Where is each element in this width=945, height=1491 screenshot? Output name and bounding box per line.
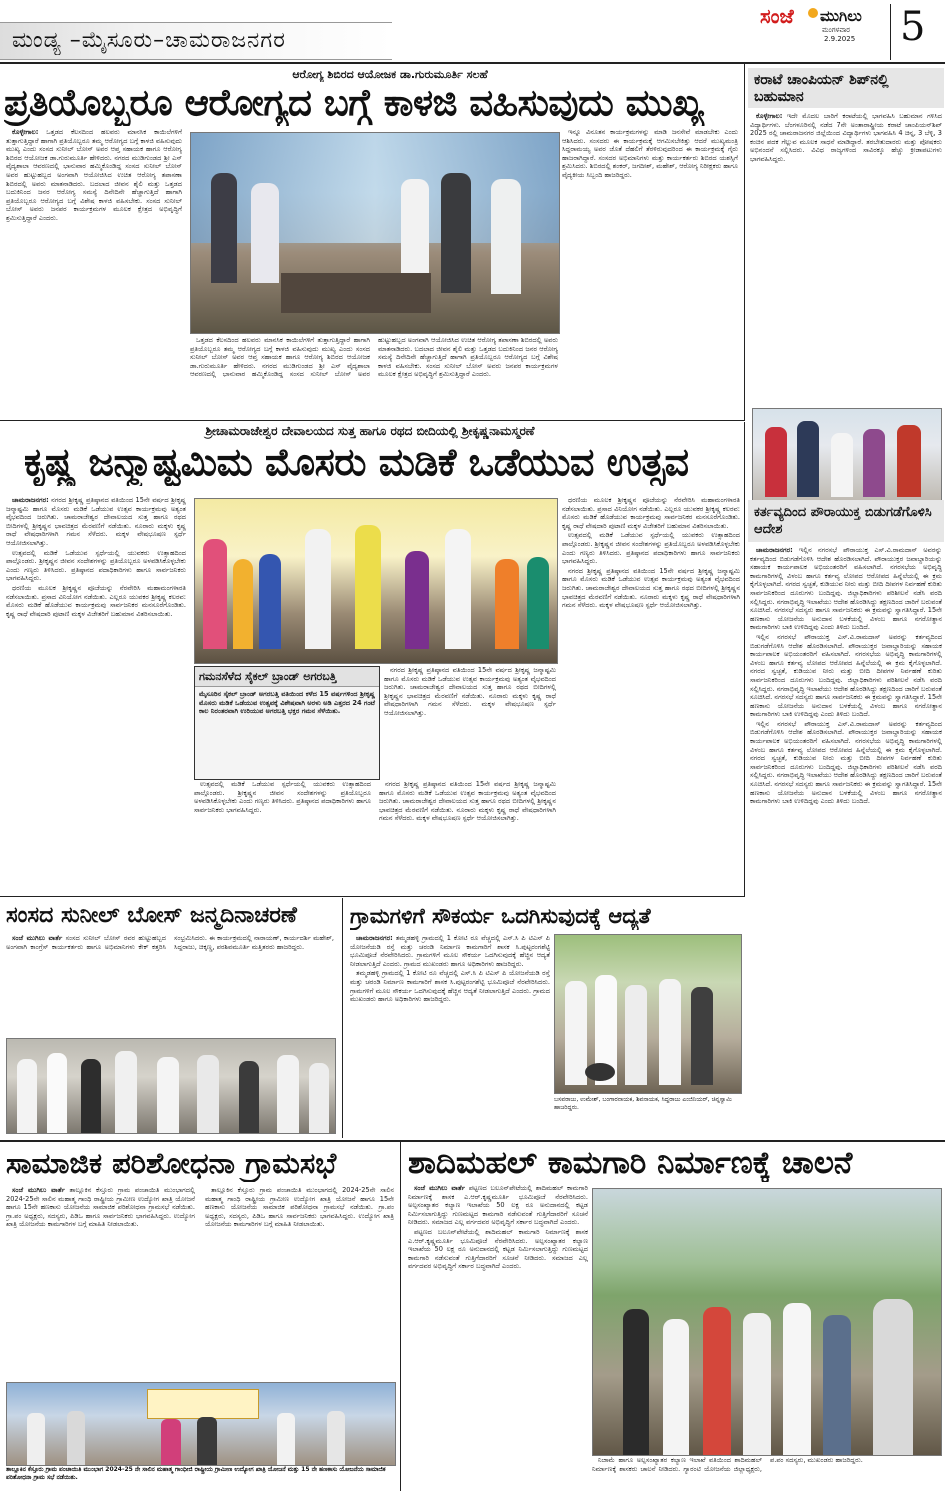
headline: ಸಾಮಾಜಿಕ ಪರಿಶೋಧನಾ ಗ್ರಾಮಸಭೆ <box>6 1146 337 1180</box>
kicker: ಶ್ರೀಚಾಮರಾಜೇಶ್ವರ ದೇವಾಲಯದ ಸುತ್ತ ಹಾಗೂ ರಥದ ಬೀದಿಯಲ್ಲಿ ಶ್ರೀಕೃಷ್ಣನಾಮಸ್ಮರಣೆ <box>205 424 535 438</box>
photo-caption: ತಾಲ್ಲೂಕಿನ ಕೆಸ್ತೂರು ಗ್ರಾಮ ಪಂಚಾಯಿತಿ ಮುಂಭಾಗ 2024-25 ನೇ ಸಾಲಿನ ಮಹಾತ್ಮ ಗಾಂಧೀಜಿ ರಾಷ್ಟ್ರೀಯ ಗ್ರಾಮೀಣ ಉದ್ಯೋಗ ಖಾತ್ರಿ ಯೋಜನೆ ಮತ್ತು 15 ನೇ ಹಣಕಾಸು ಯೋಜನೆಯ ಸಾಮಾಜಿಕ ಪರಿಶೋಧನಾ ಗ್ರಾಮ ಸಭೆ ನಡೆಯಿತು. <box>6 1466 386 1481</box>
headline: ಸಂಸದ ಸುನೀಲ್ ಬೋಸ್ ಜನ್ಮದಿನಾಚರಣೆ <box>6 903 297 928</box>
article-col-2 <box>194 780 556 890</box>
story-village-amenities <box>346 898 744 1138</box>
brand-name-red: ಸಂಜೆ <box>760 4 794 28</box>
page-number: 5 <box>900 4 926 50</box>
photo-ground-breaking <box>554 934 742 1094</box>
article-text: ಇಲ್ಲಿನ ನಗರಸಭೆ ಪೌರಾಯುಕ್ತ ಎಸ್.ವಿ.ರಾಮದಾಸ್ ಅವರನ್ನು ಕರ್ತವ್ಯದಿಂದ ಬಿಡುಗಡೆಗೊಳಿಸಿ ಆದೇಶ ಹೊರಡಿಸಲಾಗಿದೆ. ಪೌರಾಯುಕ್ತರ ಜವಾಬ್ದಾರಿಯನ್ನು ಸಹಾಯಕ ಕಾರ್ಯಪಾಲಕ ಅಭಿಯಂತರರಿಗೆ ವಹಿಸಲಾಗಿದೆ. ನಗರಸಭೆಯ ಅಭಿವೃದ್ಧಿ ಕಾಮಗಾರಿಗಳಲ್ಲಿ ವಿಳಂಬ ಹಾಗೂ ಕರ್ತವ್ಯ ಲೋಪದ ಆರೋಪದ ಹಿನ್ನೆಲೆಯಲ್ಲಿ ಈ ಕ್ರಮ ಕೈಗೊಳ್ಳಲಾಗಿದೆ. ನಗರದ ಸ್ವಚ್ಛತೆ, ಕುಡಿಯುವ ನೀರು ಮತ್ತು ಬೀದಿ ದೀಪಗಳ ನಿರ್ವಹಣೆ ಕುರಿತು ಸಾರ್ವಜನಿಕರಿಂದ ದೂರುಗಳು ಬಂದಿದ್ದವು. ಜಿಲ್ಲಾಧಿಕಾರಿಗಳು ಪರಿಶೀಲನೆ ನಡೆಸಿ ವರದಿ ಸಲ್ಲಿಸಿದ್ದರು. ನಗರಾಭಿವೃದ್ಧಿ ಇಲಾಖೆಯು ಆದೇಶ ಹೊರಡಿಸಿದ್ದು ತಕ್ಷಣದಿಂದ ಜಾರಿಗೆ ಬರುವಂತೆ ಸೂಚಿಸಿದೆ. ನಗರಸಭೆ ಸದಸ್ಯರು ಹಾಗೂ ಸಾರ್ವಜನಿಕರು ಈ ಕ್ರಮವನ್ನು ಸ್ವಾಗತಿಸಿದ್ದಾರೆ. 15ನೇ ಹಣಕಾಸು ಯೋಜನೆಯ ಅನುದಾನ ಬಳಕೆಯಲ್ಲಿ ವಿಳಂಬ ಹಾಗೂ ನಗರೋತ್ಥಾನ ಕಾಮಗಾರಿಗಳು ಬಾಕಿ ಉಳಿದಿದ್ದವು ಎಂದು ತಿಳಿದು ಬಂದಿದೆ. <box>750 546 942 632</box>
dateline: ಚಾಮರಾಜನಗರ: <box>756 546 793 554</box>
section-title: ಮಂಡ್ಯ –ಮೈಸೂರು–ಚಾಮರಾಜನಗರ <box>12 28 286 53</box>
story-social-audit <box>0 1142 398 1491</box>
dateline: ಕೊಳ್ಳೇಗಾಲ: <box>756 112 783 120</box>
article-text: ಸಂಸದ ಸುನೀಲ್ ಬೋಸ್ ರವರ ಹುಟ್ಟುಹಬ್ಬದ ಅಂಗವಾಗಿ ಕಾಂಗ್ರೆಸ್ ಕಾರ್ಯಕರ್ತರು ಹಾಗೂ ಅಭಿಮಾನಿಗಳು ಕೇಕ್ ಕತ್ತರಿಸಿ ಸಂಭ್ರಮಿಸಿದರು. ಈ ಕಾರ್ಯಕ್ರಮದಲ್ಲಿ ನಾರಾಯಣ್, ಕಾರ್ಯದರ್ಶಿ ಮಹೇಶ್, ಸಿದ್ದರಾಜು, ಚಿಕ್ಕಣ್ಣ, ಪರಶಿವಮೂರ್ತಿ ಮತ್ತಿತರರು ಹಾಜರಿದ್ದರು. <box>6 934 334 951</box>
article-col-2b <box>384 666 556 778</box>
photo-grama-sabha <box>6 1382 396 1466</box>
photo-text-content: ನಿಜಾಮೆ ಹಾಗೂ ಅಲ್ಪಸಂಖ್ಯಾತರ ಕಲ್ಯಾಣ ಇಲಾಖೆ ವತಿಯಿಂದ ಶಾದಿಮಹಲ್ ನಿರ್ಮಾಣಕ್ಕೆ ಶಾಸಕರು ಚಾಲನೆ ನೀಡಿದರು. ಗ್ಯಾರಂಟಿ ಯೋಜನೆಯ ಜಿಲ್ಲಾಧ್ಯಕ್ಷರು, ಪ.ಪಂ ಸದಸ್ಯರು, ಮುಖಂಡರು ಹಾಜರಿದ್ದರು. <box>592 1456 863 1473</box>
photo-caption: ಬಸವರಾಜು, ಉಮೇಶ್, ಬಂಗಾರನಾಯಕ, ಶಿವನಾಯಕ, ಸಿದ್ದರಾಜು ಎಂಜಿನಿಯರ್, ಚಿನ್ನಸ್ವಾಮಿ ಹಾಜರಿದ್ದರು. <box>554 1096 732 1111</box>
story-shaadi-mahal <box>404 1142 944 1491</box>
headline: ಪ್ರತಿಯೊಬ್ಬರೂ ಆರೋಗ್ಯದ ಬಗ್ಗೆ ಕಾಳಜಿ ವಹಿಸುವುದು ಮುಖ್ಯ <box>4 81 704 124</box>
dateline: ಚಾಮರಾಜನಗರ: <box>356 934 393 942</box>
article-col-2 <box>562 128 738 416</box>
headline: ಕರ್ತವ್ಯದಿಂದ ಪೌರಾಯುಕ್ತ ಬಿಡುಗಡೆಗೊಳಿಸಿ ಆದೇಶ <box>754 505 932 537</box>
photo-birthday <box>6 1038 336 1134</box>
article-col-1 <box>6 496 186 890</box>
article-text-cont: ತಾಲ್ಲೂಕಿನ ಕೆಸ್ತೂರು ಗ್ರಾಮ ಪಂಚಾಯಿತಿ ಮುಂಭಾಗದಲ್ಲಿ 2024-25ನೇ ಸಾಲಿನ ಮಹಾತ್ಮ ಗಾಂಧಿ ರಾಷ್ಟ್ರೀಯ ಗ್ರಾಮೀಣ ಉದ್ಯೋಗ ಖಾತ್ರಿ ಯೋಜನೆ ಹಾಗೂ 15ನೇ ಹಣಕಾಸು ಯೋಜನೆಯ ಸಾಮಾಜಿಕ ಪರಿಶೋಧನಾ ಗ್ರಾಮಸಭೆ ನಡೆಯಿತು. ಗ್ರಾ.ಪಂ ಅಧ್ಯಕ್ಷರು, ಸದಸ್ಯರು, ಪಿಡಿಒ ಹಾಗೂ ಸಾರ್ವಜನಿಕರು ಭಾಗವಹಿಸಿದ್ದರು. ಉದ್ಯೋಗ ಖಾತ್ರಿ ಯೋಜನೆಯ ಕಾಮಗಾರಿಗಳ ಬಗ್ಗೆ ಮಾಹಿತಿ ನೀಡಲಾಯಿತು. <box>205 1186 394 1229</box>
article-col-3 <box>562 496 740 890</box>
dateline: ಸಂಜೆ ಮುಗಿಲು ವಾರ್ತೆ <box>12 934 63 942</box>
headline: ಕರಾಟೆ ಚಾಂಪಿಯನ್ ಶಿಪ್‌ನಲ್ಲಿ ಬಹುಮಾನ <box>754 72 889 105</box>
photo-shaadi-mahal <box>592 1188 942 1456</box>
article-text-b: ನಗರದ ಶ್ರೀಕೃಷ್ಣ ಪ್ರತಿಷ್ಠಾನದ ವತಿಯಿಂದ 15ನೇ ವರ್ಷದ ಶ್ರೀಕೃಷ್ಣ ಜನ್ಮಾಷ್ಟಮಿ ಹಾಗೂ ಮೊಸರು ಮಡಿಕೆ ಒಡೆಯುವ ಉತ್ಸವ ಕಾರ್ಯಕ್ರಮವು ಅತ್ಯಂತ ವೈಭವದಿಂದ ಜರುಗಿತು. ಚಾಮರಾಜೇಶ್ವರ ದೇವಾಲಯದ ಸುತ್ತ ಹಾಗೂ ರಥದ ಬೀದಿಗಳಲ್ಲಿ ಶ್ರೀಕೃಷ್ಣನ ಭಾವಚಿತ್ರದ ಮೆರವಣಿಗೆ ನಡೆಯಿತು. ನೂರಾರು ಮಕ್ಕಳು ಕೃಷ್ಣ ರಾಧೆ ವೇಷಧಾರಿಗಳಾಗಿ ಗಮನ ಸೆಳೆದರು. ಮಕ್ಕಳ ವೇಷಭೂಷಣ ಸ್ಪರ್ಧೆ ಆಯೋಜಿಸಲಾಗಿತ್ತು. <box>379 780 556 823</box>
article-text-cont: ಉತ್ಸವದಲ್ಲಿ ಮಡಿಕೆ ಒಡೆಯುವ ಸ್ಪರ್ಧೆಯಲ್ಲಿ ಯುವಕರು ಉತ್ಸಾಹದಿಂದ ಪಾಲ್ಗೊಂಡರು. ಶ್ರೀಕೃಷ್ಣನ ಜೀವನ ಸಂದೇಶಗಳನ್ನು ಪ್ರತಿಯೊಬ್ಬರೂ ಅಳವಡಿಸಿಕೊಳ್ಳಬೇಕು ಎಂದು ಗಣ್ಯರು ತಿಳಿಸಿದರು. ಪ್ರತಿಷ್ಠಾನದ ಪದಾಧಿಕಾರಿಗಳು ಹಾಗೂ ಸಾರ್ವಜನಿಕರು ಭಾಗವಹಿಸಿದ್ದರು. <box>6 548 186 583</box>
story-birthday <box>0 898 340 1138</box>
story-karate <box>748 64 944 504</box>
box-title: ಗಮನಸೆಳೆದ ಸೈಕಲ್ ಬ್ರಾಂಡ್ ಅಗರಬತ್ತಿ <box>195 667 379 687</box>
article-text: ನಗರದ ಶ್ರೀಕೃಷ್ಣ ಪ್ರತಿಷ್ಠಾನದ ವತಿಯಿಂದ 15ನೇ ವರ್ಷದ ಶ್ರೀಕೃಷ್ಣ ಜನ್ಮಾಷ್ಟಮಿ ಹಾಗೂ ಮೊಸರು ಮಡಿಕೆ ಒಡೆಯುವ ಉತ್ಸವ ಕಾರ್ಯಕ್ರಮವು ಅತ್ಯಂತ ವೈಭವದಿಂದ ಜರುಗಿತು. ಚಾಮರಾಜೇಶ್ವರ ದೇವಾಲಯದ ಸುತ್ತ ಹಾಗೂ ರಥದ ಬೀದಿಗಳಲ್ಲಿ ಶ್ರೀಕೃಷ್ಣನ ಭಾವಚಿತ್ರದ ಮೆರವಣಿಗೆ ನಡೆಯಿತು. ನೂರಾರು ಮಕ್ಕಳು ಕೃಷ್ಣ ರಾಧೆ ವೇಷಧಾರಿಗಳಾಗಿ ಗಮನ ಸೆಳೆದರು. ಮಕ್ಕಳ ವೇಷಭೂಷಣ ಸ್ಪರ್ಧೆ ಆಯೋಜಿಸಲಾಗಿತ್ತು. <box>384 666 556 717</box>
headline: ಕೃಷ್ಣ ಜನ್ಮಾಷ್ಟಮಿಮ ಮೊಸರು ಮಡಿಕೆ ಒಡೆಯುವ ಉತ್ಸವ <box>24 440 689 484</box>
issue-day: ಮಂಗಳವಾರ <box>822 26 851 34</box>
article-text: ಒತ್ತಡದ ಕೆಲಸದಿಂದ ಹಲವರು ಮಾನಸಿಕ ಕಾಯಿಲೆಗಳಿಗೆ ತುತ್ತಾಗುತ್ತಿದ್ದಾರೆ ಹಾಗಾಗಿ ಪ್ರತಿಯೊಬ್ಬರೂ ತಮ್ಮ ಆರೋಗ್ಯದ ಬಗ್ಗೆ ಕಾಳಜಿ ವಹಿಸುವುದು ಮುಖ್ಯ ಎಂದು ಸಂಸದ ಸುನೀಲ್ ಬೋಸ್ ಅವರ ಆಪ್ತ ಸಹಾಯಕ ಹಾಗೂ ಆರೋಗ್ಯ ಶಿಬಿರದ ಆಯೋಜಕ ಡಾ.ಗುರುಮೂರ್ತಿ ಹೇಳಿದರು. ನಗರದ ಮುಡಿಗುಂಡದ ಶ್ರೀ ಎಸ್ ವೈದ್ಯಶಾಲಾ ಆವರಣದಲ್ಲಿ ಭಾನುವಾರ ಹಮ್ಮಿಕೊಂಡಿದ್ದ ಸಂಸದ ಸುನೀಲ್ ಬೋಸ್ ಅವರ ಹುಟ್ಟುಹಬ್ಬದ ಅಂಗವಾಗಿ ಆಯೋಜಿಸಿದ ಉಚಿತ ಆರೋಗ್ಯ ತಪಾಸಣಾ ಶಿಬಿರದಲ್ಲಿ ಅವರು ಮಾತನಾಡಿದರು. ಬದಲಾದ ಜೀವನ ಶೈಲಿ ಮತ್ತು ಒತ್ತಡದ ಬದುಕಿನಿಂದ ಜನರ ಆರೋಗ್ಯ ಸಮಸ್ಯೆ ದಿನೇದಿನೇ ಹೆಚ್ಚಾಗುತ್ತಿದೆ ಹಾಗಾಗಿ ಪ್ರತಿಯೊಬ್ಬರೂ ಆರೋಗ್ಯದ ಬಗ್ಗೆ ವಿಶೇಷ ಕಾಳಜಿ ವಹಿಸಬೇಕು. ಸಂಸದ ಸುನೀಲ್ ಬೋಸ್ ಅವರು ಜನಪರ ಕಾರ್ಯಕ್ರಮಗಳ ಮೂಲಕ ಕ್ಷೇತ್ರದ ಅಭಿವೃದ್ಧಿಗೆ ಶ್ರಮಿಸುತ್ತಿದ್ದಾರೆ ಎಂದರು. <box>6 128 182 222</box>
article-text-cont: ಪಟ್ಟಣದ ಬಲೂನ್‌ಪೇಟೆಯಲ್ಲಿ ಶಾದಿಮಹಲ್ ಕಾಮಗಾರಿ ನಿರ್ಮಾಣಕ್ಕೆ ಶಾಸಕ ಎ.ಆರ್.ಕೃಷ್ಣಮೂರ್ತಿ ಭೂಮಿಪೂಜೆ ನೆರವೇರಿಸಿದರು. ಅಲ್ಪಸಂಖ್ಯಾತರ ಕಲ್ಯಾಣ ಇಲಾಖೆಯ 50 ಲಕ್ಷ ರೂ ಅನುದಾನದಲ್ಲಿ ಕಟ್ಟಡ ನಿರ್ಮಿಸಲಾಗುತ್ತಿದ್ದು ಗುಣಮಟ್ಟದ ಕಾಮಗಾರಿ ನಡೆಸುವಂತೆ ಗುತ್ತಿಗೆದಾರರಿಗೆ ಸೂಚನೆ ನೀಡಿದರು. ಸಮಾಜದ ಎಲ್ಲ ವರ್ಗದವರ ಅಭಿವೃದ್ಧಿಗೆ ಸರ್ಕಾರ ಬದ್ಧವಾಗಿದೆ ಎಂದರು. <box>408 1227 588 1271</box>
article-text: ತಾಲ್ಲೂಕಿನ ಕೆಸ್ತೂರು ಗ್ರಾಮ ಪಂಚಾಯಿತಿ ಮುಂಭಾಗದಲ್ಲಿ 2024-25ನೇ ಸಾಲಿನ ಮಹಾತ್ಮ ಗಾಂಧಿ ರಾಷ್ಟ್ರೀಯ ಗ್ರಾಮೀಣ ಉದ್ಯೋಗ ಖಾತ್ರಿ ಯೋಜನೆ ಹಾಗೂ 15ನೇ ಹಣಕಾಸು ಯೋಜನೆಯ ಸಾಮಾಜಿಕ ಪರಿಶೋಧನಾ ಗ್ರಾಮಸಭೆ ನಡೆಯಿತು. ಗ್ರಾ.ಪಂ ಅಧ್ಯಕ್ಷರು, ಸದಸ್ಯರು, ಪಿಡಿಒ ಹಾಗೂ ಸಾರ್ವಜನಿಕರು ಭಾಗವಹಿಸಿದ್ದರು. ಉದ್ಯೋಗ ಖಾತ್ರಿ ಯೋಜನೆಯ ಕಾಮಗಾರಿಗಳ ಬಗ್ಗೆ ಮಾಹಿತಿ ನೀಡಲಾಯಿತು. <box>6 1186 195 1229</box>
article-text: ಇದೇ ಮೊದಲ ಬಾರಿಗೆ ಕರಾಟೆಯಲ್ಲಿ ಭಾಗವಹಿಸಿ ಬಹುಮಾನ ಗಳಿಸಿದ ವಿದ್ಯಾರ್ಥಿಗಳು. ಬೆಂಗಳೂರಿನಲ್ಲಿ ನಡೆದ 7ನೇ ಅಂತಾರಾಷ್ಟ್ರೀಯ ಕರಾಟೆ ಚಾಂಪಿಯನ್‌ಶಿಪ್ 2025 ರಲ್ಲಿ ಚಾಮರಾಜನಗರ ಜಿಲ್ಲೆಯಿಂದ ವಿದ್ಯಾರ್ಥಿಗಳು ಭಾಗವಹಿಸಿ 4 ಚಿನ್ನ, 3 ಬೆಳ್ಳಿ, 3 ಕಂಚಿನ ಪದಕ ಗೆಲ್ಲುವ ಮೂಲಕ ಸಾಧನೆ ಮಾಡಿದ್ದಾರೆ. ತರಬೇತುದಾರರು ಮತ್ತು ಪೋಷಕರು ಅಭಿನಂದನೆ ಸಲ್ಲಿಸಿದರು. ವಿವಿಧ ರಾಜ್ಯಗಳಿಂದ ಸಾವಿರಕ್ಕೂ ಹೆಚ್ಚು ಕ್ರೀಡಾಪಟುಗಳು ಭಾಗವಹಿಸಿದ್ದರು. <box>750 112 942 163</box>
story-health-camp <box>0 64 742 420</box>
article-text: ಪಟ್ಟಣದ ಬಲೂನ್‌ಪೇಟೆಯಲ್ಲಿ ಶಾದಿಮಹಲ್ ಕಾಮಗಾರಿ ನಿರ್ಮಾಣಕ್ಕೆ ಶಾಸಕ ಎ.ಆರ್.ಕೃಷ್ಣಮೂರ್ತಿ ಭೂಮಿಪೂಜೆ ನೆರವೇರಿಸಿದರು. ಅಲ್ಪಸಂಖ್ಯಾತರ ಕಲ್ಯಾಣ ಇಲಾಖೆಯ 50 ಲಕ್ಷ ರೂ ಅನುದಾನದಲ್ಲಿ ಕಟ್ಟಡ ನಿರ್ಮಿಸಲಾಗುತ್ತಿದ್ದು ಗುಣಮಟ್ಟದ ಕಾಮಗಾರಿ ನಡೆಸುವಂತೆ ಗುತ್ತಿಗೆದಾರರಿಗೆ ಸೂಚನೆ ನೀಡಿದರು. ಸಮಾಜದ ಎಲ್ಲ ವರ್ಗದವರ ಅಭಿವೃದ್ಧಿಗೆ ಸರ್ಕಾರ ಬದ್ಧವಾಗಿದೆ ಎಂದರು. <box>408 1184 588 1227</box>
article-text-box <box>750 546 942 1136</box>
box-text: ಮೈಸೂರಿನ ಸೈಕಲ್ ಬ್ರಾಂಡ್ ಅಗರಬತ್ತಿ ವತಿಯಿಂದ ಕಳೆದ 15 ವರ್ಷಗಳಿಂದ ಶ್ರೀಕೃಷ್ಣ ಮೊಸರು ಮಡಿಕೆ ಒಡೆಯುವ ಉತ್ಸವಕ್ಕೆ ವಿಶೇಷವಾಗಿ ಅರಳು ಅಡಿ ಎತ್ತರದ 24 ಗಂಟೆ ಕಾಲ ನಿರಂತರವಾಗಿ ಉರಿಯುವ ಅಗರಬತ್ತಿ ಭಕ್ತರ ಗಮನ ಸೆಳೆಯಿತು. <box>199 690 375 716</box>
article-text-box <box>6 934 334 1032</box>
headline: ಶಾದಿಮಹಲ್ ಕಾಮಗಾರಿ ನಿರ್ಮಾಣಕ್ಕೆ ಚಾಲನೆ <box>408 1145 853 1181</box>
kicker: ಆರೋಗ್ಯ ಶಿಬಿರದ ಆಯೋಜಕ ಡಾ.ಗುರುಮೂರ್ತಿ ಸಲಹೆ <box>292 68 488 81</box>
article-text: ನಗರದ ಶ್ರೀಕೃಷ್ಣ ಪ್ರತಿಷ್ಠಾನದ ವತಿಯಿಂದ 15ನೇ ವರ್ಷದ ಶ್ರೀಕೃಷ್ಣ ಜನ್ಮಾಷ್ಟಮಿ ಹಾಗೂ ಮೊಸರು ಮಡಿಕೆ ಒಡೆಯುವ ಉತ್ಸವ ಕಾರ್ಯಕ್ರಮವು ಅತ್ಯಂತ ವೈಭವದಿಂದ ಜರುಗಿತು. ಚಾಮರಾಜೇಶ್ವರ ದೇವಾಲಯದ ಸುತ್ತ ಹಾಗೂ ರಥದ ಬೀದಿಗಳಲ್ಲಿ ಶ್ರೀಕೃಷ್ಣನ ಭಾವಚಿತ್ರದ ಮೆರವಣಿಗೆ ನಡೆಯಿತು. ನೂರಾರು ಮಕ್ಕಳು ಕೃಷ್ಣ ರಾಧೆ ವೇಷಧಾರಿಗಳಾಗಿ ಗಮನ ಸೆಳೆದರು. ಮಕ್ಕಳ ವೇಷಭೂಷಣ ಸ್ಪರ್ಧೆ ಆಯೋಜಿಸಲಾಗಿತ್ತು. <box>6 496 186 547</box>
article-text-box <box>350 934 550 1134</box>
dateline: ಚಾಮರಾಜನಗರ: <box>12 496 49 504</box>
story-krishna-festival <box>0 422 744 894</box>
article-text: ತಮ್ಮಡಹಳ್ಳಿ ಗ್ರಾಮದಲ್ಲಿ 1 ಕೋಟಿ ರೂ ವೆಚ್ಚದಲ್ಲಿ ಎಸ್.ಸಿ ಪಿ ಟಿಎಸ್ ಪಿ ಯೋಜನೆಯಡಿ ರಸ್ತೆ ಮತ್ತು ಚರಂಡಿ ನಿರ್ಮಾಣ ಕಾಮಗಾರಿಗೆ ಶಾಸಕ ಸಿ.ಪುಟ್ಟರಂಗಶೆಟ್ಟಿ ಭೂಮಿಪೂಜೆ ನೆರವೇರಿಸಿದರು. ಗ್ರಾಮಗಳಿಗೆ ಮೂಲ ಸೌಕರ್ಯ ಒದಗಿಸುವುದಕ್ಕೆ ಹೆಚ್ಚಿನ ಆದ್ಯತೆ ನೀಡಲಾಗುತ್ತಿದೆ ಎಂದರು. ಗ್ರಾಮದ ಮುಖಂಡರು ಹಾಗೂ ಅಧಿಕಾರಿಗಳು ಹಾಜರಿದ್ದರು. <box>350 934 550 968</box>
dateline: ಸಂಜೆ ಮುಗಿಲು ವಾರ್ತೆ <box>414 1184 466 1192</box>
issue-date: 2.9.2025 <box>824 35 856 43</box>
article-text-box <box>750 112 942 382</box>
photo-text <box>592 1456 940 1490</box>
article-text-b: ಉತ್ಸವದಲ್ಲಿ ಮಡಿಕೆ ಒಡೆಯುವ ಸ್ಪರ್ಧೆಯಲ್ಲಿ ಯುವಕರು ಉತ್ಸಾಹದಿಂದ ಪಾಲ್ಗೊಂಡರು. ಶ್ರೀಕೃಷ್ಣನ ಜೀವನ ಸಂದೇಶಗಳನ್ನು ಪ್ರತಿಯೊಬ್ಬರೂ ಅಳವಡಿಸಿಕೊಳ್ಳಬೇಕು ಎಂದು ಗಣ್ಯರು ತಿಳಿಸಿದರು. ಪ್ರತಿಷ್ಠಾನದ ಪದಾಧಿಕಾರಿಗಳು ಹಾಗೂ ಸಾರ್ವಜನಿಕರು ಭಾಗವಹಿಸಿದ್ದರು. <box>562 531 740 566</box>
article-text: ಇನ್ನೂ ವಿನೂತನ ಕಾರ್ಯಕ್ರಮಗಳನ್ನು ಮಾಡಿ ಜನಸೇವೆ ಮಾಡಬೇಕು ಎಂದು ಆಶಿಸಿದರು. ಸಂಸದರು ಈ ಕಾರ್ಯಕ್ರಮಕ್ಕೆ ಆಗಮಿಸಬೇಕಿತ್ತು ಆದರೆ ಮುಖ್ಯಮಂತ್ರಿ ಸಿದ್ದರಾಮಯ್ಯ ಅವರ ಜೊತೆ ದೆಹಲಿಗೆ ತೆರಳಿರುವುದರಿಂದ ಈ ಕಾರ್ಯಕ್ರಮಕ್ಕೆ ಗೈರು ಹಾಜರಾಗಿದ್ದಾರೆ. ಸಂಸದರ ಅಭಿಮಾನಿಗಳು ಮತ್ತು ಕಾರ್ಯಕರ್ತರು ಶಿಬಿರದ ಯಶಸ್ಸಿಗೆ ಶ್ರಮಿಸಿದರು. ಶಿಬಿರದಲ್ಲಿ ಶಂಕರ್, ಜಗದೀಶ್, ಮಹೇಶ್, ಆರೋಗ್ಯ ನಿರೀಕ್ಷಕರು ಹಾಗೂ ವೈದ್ಯಕೀಯ ಸಿಬ್ಬಂದಿ ಹಾಜರಿದ್ದರು. <box>562 128 738 179</box>
agarbatti-box <box>194 666 380 780</box>
dateline: ಸಂಜೆ ಮುಗಿಲು ವಾರ್ತೆ <box>12 1186 65 1194</box>
article-text-cont: ತಮ್ಮಡಹಳ್ಳಿ ಗ್ರಾಮದಲ್ಲಿ 1 ಕೋಟಿ ರೂ ವೆಚ್ಚದಲ್ಲಿ ಎಸ್.ಸಿ ಪಿ ಟಿಎಸ್ ಪಿ ಯೋಜನೆಯಡಿ ರಸ್ತೆ ಮತ್ತು ಚರಂಡಿ ನಿರ್ಮಾಣ ಕಾಮಗಾರಿಗೆ ಶಾಸಕ ಸಿ.ಪುಟ್ಟರಂಗಶೆಟ್ಟಿ ಭೂಮಿಪೂಜೆ ನೆರವೇರಿಸಿದರು. ಗ್ರಾಮಗಳಿಗೆ ಮೂಲ ಸೌಕರ್ಯ ಒದಗಿಸುವುದಕ್ಕೆ ಹೆಚ್ಚಿನ ಆದ್ಯತೆ ನೀಡಲಾಗುತ್ತಿದೆ ಎಂದರು. ಗ್ರಾಮದ ಮುಖಂಡರು ಹಾಗೂ ಅಧಿಕಾರಿಗಳು ಹಾಜರಿದ್ದರು. <box>350 969 550 1004</box>
article-col-under-photo <box>190 336 558 416</box>
photo-karate <box>752 408 942 502</box>
dateline: ಕೊಳ್ಳೇಗಾಲ: <box>12 128 39 136</box>
article-text: ಉತ್ಸವದಲ್ಲಿ ಮಡಿಕೆ ಒಡೆಯುವ ಸ್ಪರ್ಧೆಯಲ್ಲಿ ಯುವಕರು ಉತ್ಸಾಹದಿಂದ ಪಾಲ್ಗೊಂಡರು. ಶ್ರೀಕೃಷ್ಣನ ಜೀವನ ಸಂದೇಶಗಳನ್ನು ಪ್ರತಿಯೊಬ್ಬರೂ ಅಳವಡಿಸಿಕೊಳ್ಳಬೇಕು ಎಂದು ಗಣ್ಯರು ತಿಳಿಸಿದರು. ಪ್ರತಿಷ್ಠಾನದ ಪದಾಧಿಕಾರಿಗಳು ಹಾಗೂ ಸಾರ್ವಜನಿಕರು ಭಾಗವಹಿಸಿದ್ದರು. <box>194 780 371 814</box>
story-commissioner <box>748 500 944 1140</box>
article-text-cont: ಇಲ್ಲಿನ ನಗರಸಭೆ ಪೌರಾಯುಕ್ತ ಎಸ್.ವಿ.ರಾಮದಾಸ್ ಅವರನ್ನು ಕರ್ತವ್ಯದಿಂದ ಬಿಡುಗಡೆಗೊಳಿಸಿ ಆದೇಶ ಹೊರಡಿಸಲಾಗಿದೆ. ಪೌರಾಯುಕ್ತರ ಜವಾಬ್ದಾರಿಯನ್ನು ಸಹಾಯಕ ಕಾರ್ಯಪಾಲಕ ಅಭಿಯಂತರರಿಗೆ ವಹಿಸಲಾಗಿದೆ. ನಗರಸಭೆಯ ಅಭಿವೃದ್ಧಿ ಕಾಮಗಾರಿಗಳಲ್ಲಿ ವಿಳಂಬ ಹಾಗೂ ಕರ್ತವ್ಯ ಲೋಪದ ಆರೋಪದ ಹಿನ್ನೆಲೆಯಲ್ಲಿ ಈ ಕ್ರಮ ಕೈಗೊಳ್ಳಲಾಗಿದೆ. ನಗರದ ಸ್ವಚ್ಛತೆ, ಕುಡಿಯುವ ನೀರು ಮತ್ತು ಬೀದಿ ದೀಪಗಳ ನಿರ್ವಹಣೆ ಕುರಿತು ಸಾರ್ವಜನಿಕರಿಂದ ದೂರುಗಳು ಬಂದಿದ್ದವು. ಜಿಲ್ಲಾಧಿಕಾರಿಗಳು ಪರಿಶೀಲನೆ ನಡೆಸಿ ವರದಿ ಸಲ್ಲಿಸಿದ್ದರು. ನಗರಾಭಿವೃದ್ಧಿ ಇಲಾಖೆಯು ಆದೇಶ ಹೊರಡಿಸಿದ್ದು ತಕ್ಷಣದಿಂದ ಜಾರಿಗೆ ಬರುವಂತೆ ಸೂಚಿಸಿದೆ. ನಗರಸಭೆ ಸದಸ್ಯರು ಹಾಗೂ ಸಾರ್ವಜನಿಕರು ಈ ಕ್ರಮವನ್ನು ಸ್ವಾಗತಿಸಿದ್ದಾರೆ. 15ನೇ ಹಣಕಾಸು ಯೋಜನೆಯ ಅನುದಾನ ಬಳಕೆಯಲ್ಲಿ ವಿಳಂಬ ಹಾಗೂ ನಗರೋತ್ಥಾನ ಕಾಮಗಾರಿಗಳು ಬಾಕಿ ಉಳಿದಿದ್ದವು ಎಂದು ತಿಳಿದು ಬಂದಿದೆ. <box>750 632 942 719</box>
article-text: ಧರಣಿಯ ಮೂಲಕ ಶ್ರೀಕೃಷ್ಣನ ಪೂಜೆಯನ್ನು ನೆರವೇರಿಸಿ ಮಹಾಮಂಗಳಾರತಿ ನಡೆಸಲಾಯಿತು. ಪ್ರಸಾದ ವಿನಿಯೋಗ ನಡೆಯಿತು. ಎಲ್ಲರೂ ಯುವಕರ ಶ್ರೀಕೃಷ್ಣ ಕಲರವ: ಮೊಸರು ಮಡಿಕೆ ಹೊಡೆಯುವ ಕಾರ್ಯಕ್ರಮವು ಸಾರ್ವಜನಿಕರ ಮನಸೂರೆಗೊಂಡಿತು. ಕೃಷ್ಣ ರಾಧೆ ವೇಷದಾರಿ ಪುಟಾಣಿ ಮಕ್ಕಳ ವಿಜೇತರಿಗೆ ಬಹುಮಾನ ವಿತರಿಸಲಾಯಿತು. <box>562 496 740 530</box>
headline: ಗ್ರಾಮಗಳಿಗೆ ಸೌಕರ್ಯ ಒದಗಿಸುವುದಕ್ಕೆ ಆದ್ಯತೆ <box>350 904 651 928</box>
sun-icon <box>808 8 818 18</box>
article-text-cont2: ಇಲ್ಲಿನ ನಗರಸಭೆ ಪೌರಾಯುಕ್ತ ಎಸ್.ವಿ.ರಾಮದಾಸ್ ಅವರನ್ನು ಕರ್ತವ್ಯದಿಂದ ಬಿಡುಗಡೆಗೊಳಿಸಿ ಆದೇಶ ಹೊರಡಿಸಲಾಗಿದೆ. ಪೌರಾಯುಕ್ತರ ಜವಾಬ್ದಾರಿಯನ್ನು ಸಹಾಯಕ ಕಾರ್ಯಪಾಲಕ ಅಭಿಯಂತರರಿಗೆ ವಹಿಸಲಾಗಿದೆ. ನಗರಸಭೆಯ ಅಭಿವೃದ್ಧಿ ಕಾಮಗಾರಿಗಳಲ್ಲಿ ವಿಳಂಬ ಹಾಗೂ ಕರ್ತವ್ಯ ಲೋಪದ ಆರೋಪದ ಹಿನ್ನೆಲೆಯಲ್ಲಿ ಈ ಕ್ರಮ ಕೈಗೊಳ್ಳಲಾಗಿದೆ. ನಗರದ ಸ್ವಚ್ಛತೆ, ಕುಡಿಯುವ ನೀರು ಮತ್ತು ಬೀದಿ ದೀಪಗಳ ನಿರ್ವಹಣೆ ಕುರಿತು ಸಾರ್ವಜನಿಕರಿಂದ ದೂರುಗಳು ಬಂದಿದ್ದವು. ಜಿಲ್ಲಾಧಿಕಾರಿಗಳು ಪರಿಶೀಲನೆ ನಡೆಸಿ ವರದಿ ಸಲ್ಲಿಸಿದ್ದರು. ನಗರಾಭಿವೃದ್ಧಿ ಇಲಾಖೆಯು ಆದೇಶ ಹೊರಡಿಸಿದ್ದು ತಕ್ಷಣದಿಂದ ಜಾರಿಗೆ ಬರುವಂತೆ ಸೂಚಿಸಿದೆ. ನಗರಸಭೆ ಸದಸ್ಯರು ಹಾಗೂ ಸಾರ್ವಜನಿಕರು ಈ ಕ್ರಮವನ್ನು ಸ್ವಾಗತಿಸಿದ್ದಾರೆ. 15ನೇ ಹಣಕಾಸು ಯೋಜನೆಯ ಅನುದಾನ ಬಳಕೆಯಲ್ಲಿ ವಿಳಂಬ ಹಾಗೂ ನಗರೋತ್ಥಾನ ಕಾಮಗಾರಿಗಳು ಬಾಕಿ ಉಳಿದಿದ್ದವು ಎಂದು ತಿಳಿದು ಬಂದಿದೆ. <box>750 719 942 806</box>
brand-logo <box>756 4 886 43</box>
article-text: ಒತ್ತಡದ ಕೆಲಸದಿಂದ ಹಲವರು ಮಾನಸಿಕ ಕಾಯಿಲೆಗಳಿಗೆ ತುತ್ತಾಗುತ್ತಿದ್ದಾರೆ ಹಾಗಾಗಿ ಪ್ರತಿಯೊಬ್ಬರೂ ತಮ್ಮ ಆರೋಗ್ಯದ ಬಗ್ಗೆ ಕಾಳಜಿ ವಹಿಸುವುದು ಮುಖ್ಯ ಎಂದು ಸಂಸದ ಸುನೀಲ್ ಬೋಸ್ ಅವರ ಆಪ್ತ ಸಹಾಯಕ ಹಾಗೂ ಆರೋಗ್ಯ ಶಿಬಿರದ ಆಯೋಜಕ ಡಾ.ಗುರುಮೂರ್ತಿ ಹೇಳಿದರು. ನಗರದ ಮುಡಿಗುಂಡದ ಶ್ರೀ ಎಸ್ ವೈದ್ಯಶಾಲಾ ಆವರಣದಲ್ಲಿ ಭಾನುವಾರ ಹಮ್ಮಿಕೊಂಡಿದ್ದ ಸಂಸದ ಸುನೀಲ್ ಬೋಸ್ ಅವರ ಹುಟ್ಟುಹಬ್ಬದ ಅಂಗವಾಗಿ ಆಯೋಜಿಸಿದ ಉಚಿತ ಆರೋಗ್ಯ ತಪಾಸಣಾ ಶಿಬಿರದಲ್ಲಿ ಅವರು ಮಾತನಾಡಿದರು. ಬದಲಾದ ಜೀವನ ಶೈಲಿ ಮತ್ತು ಒತ್ತಡದ ಬದುಕಿನಿಂದ ಜನರ ಆರೋಗ್ಯ ಸಮಸ್ಯೆ ದಿನೇದಿನೇ ಹೆಚ್ಚಾಗುತ್ತಿದೆ ಹಾಗಾಗಿ ಪ್ರತಿಯೊಬ್ಬರೂ ಆರೋಗ್ಯದ ಬಗ್ಗೆ ವಿಶೇಷ ಕಾಳಜಿ ವಹಿಸಬೇಕು. ಸಂಸದ ಸುನೀಲ್ ಬೋಸ್ ಅವರು ಜನಪರ ಕಾರ್ಯಕ್ರಮಗಳ ಮೂಲಕ ಕ್ಷೇತ್ರದ ಅಭಿವೃದ್ಧಿಗೆ ಶ್ರಮಿಸುತ್ತಿದ್ದಾರೆ ಎಂದರು. <box>190 336 558 379</box>
brand-name-black: ಮುಗಿಲು <box>820 7 862 25</box>
article-text-cont2: ಧರಣಿಯ ಮೂಲಕ ಶ್ರೀಕೃಷ್ಣನ ಪೂಜೆಯನ್ನು ನೆರವೇರಿಸಿ ಮಹಾಮಂಗಳಾರತಿ ನಡೆಸಲಾಯಿತು. ಪ್ರಸಾದ ವಿನಿಯೋಗ ನಡೆಯಿತು. ಎಲ್ಲರೂ ಯುವಕರ ಶ್ರೀಕೃಷ್ಣ ಕಲರವ: ಮೊಸರು ಮಡಿಕೆ ಹೊಡೆಯುವ ಕಾರ್ಯಕ್ರಮವು ಸಾರ್ವಜನಿಕರ ಮನಸೂರೆಗೊಂಡಿತು. ಕೃಷ್ಣ ರಾಧೆ ವೇಷದಾರಿ ಪುಟಾಣಿ ಮಕ್ಕಳ ವಿಜೇತರಿಗೆ ಬಹುಮಾನ ವಿತರಿಸಲಾಯಿತು. <box>6 583 186 618</box>
photo-krishna-children <box>194 498 558 664</box>
article-text-box <box>408 1184 588 1488</box>
article-col-1 <box>6 128 182 416</box>
photo-health-camp <box>190 132 560 334</box>
article-text-box <box>6 1186 394 1378</box>
article-text-c: ನಗರದ ಶ್ರೀಕೃಷ್ಣ ಪ್ರತಿಷ್ಠಾನದ ವತಿಯಿಂದ 15ನೇ ವರ್ಷದ ಶ್ರೀಕೃಷ್ಣ ಜನ್ಮಾಷ್ಟಮಿ ಹಾಗೂ ಮೊಸರು ಮಡಿಕೆ ಒಡೆಯುವ ಉತ್ಸವ ಕಾರ್ಯಕ್ರಮವು ಅತ್ಯಂತ ವೈಭವದಿಂದ ಜರುಗಿತು. ಚಾಮರಾಜೇಶ್ವರ ದೇವಾಲಯದ ಸುತ್ತ ಹಾಗೂ ರಥದ ಬೀದಿಗಳಲ್ಲಿ ಶ್ರೀಕೃಷ್ಣನ ಭಾವಚಿತ್ರದ ಮೆರವಣಿಗೆ ನಡೆಯಿತು. ನೂರಾರು ಮಕ್ಕಳು ಕೃಷ್ಣ ರಾಧೆ ವೇಷಧಾರಿಗಳಾಗಿ ಗಮನ ಸೆಳೆದರು. ಮಕ್ಕಳ ವೇಷಭೂಷಣ ಸ್ಪರ್ಧೆ ಆಯೋಜಿಸಲಾಗಿತ್ತು. <box>562 566 740 610</box>
